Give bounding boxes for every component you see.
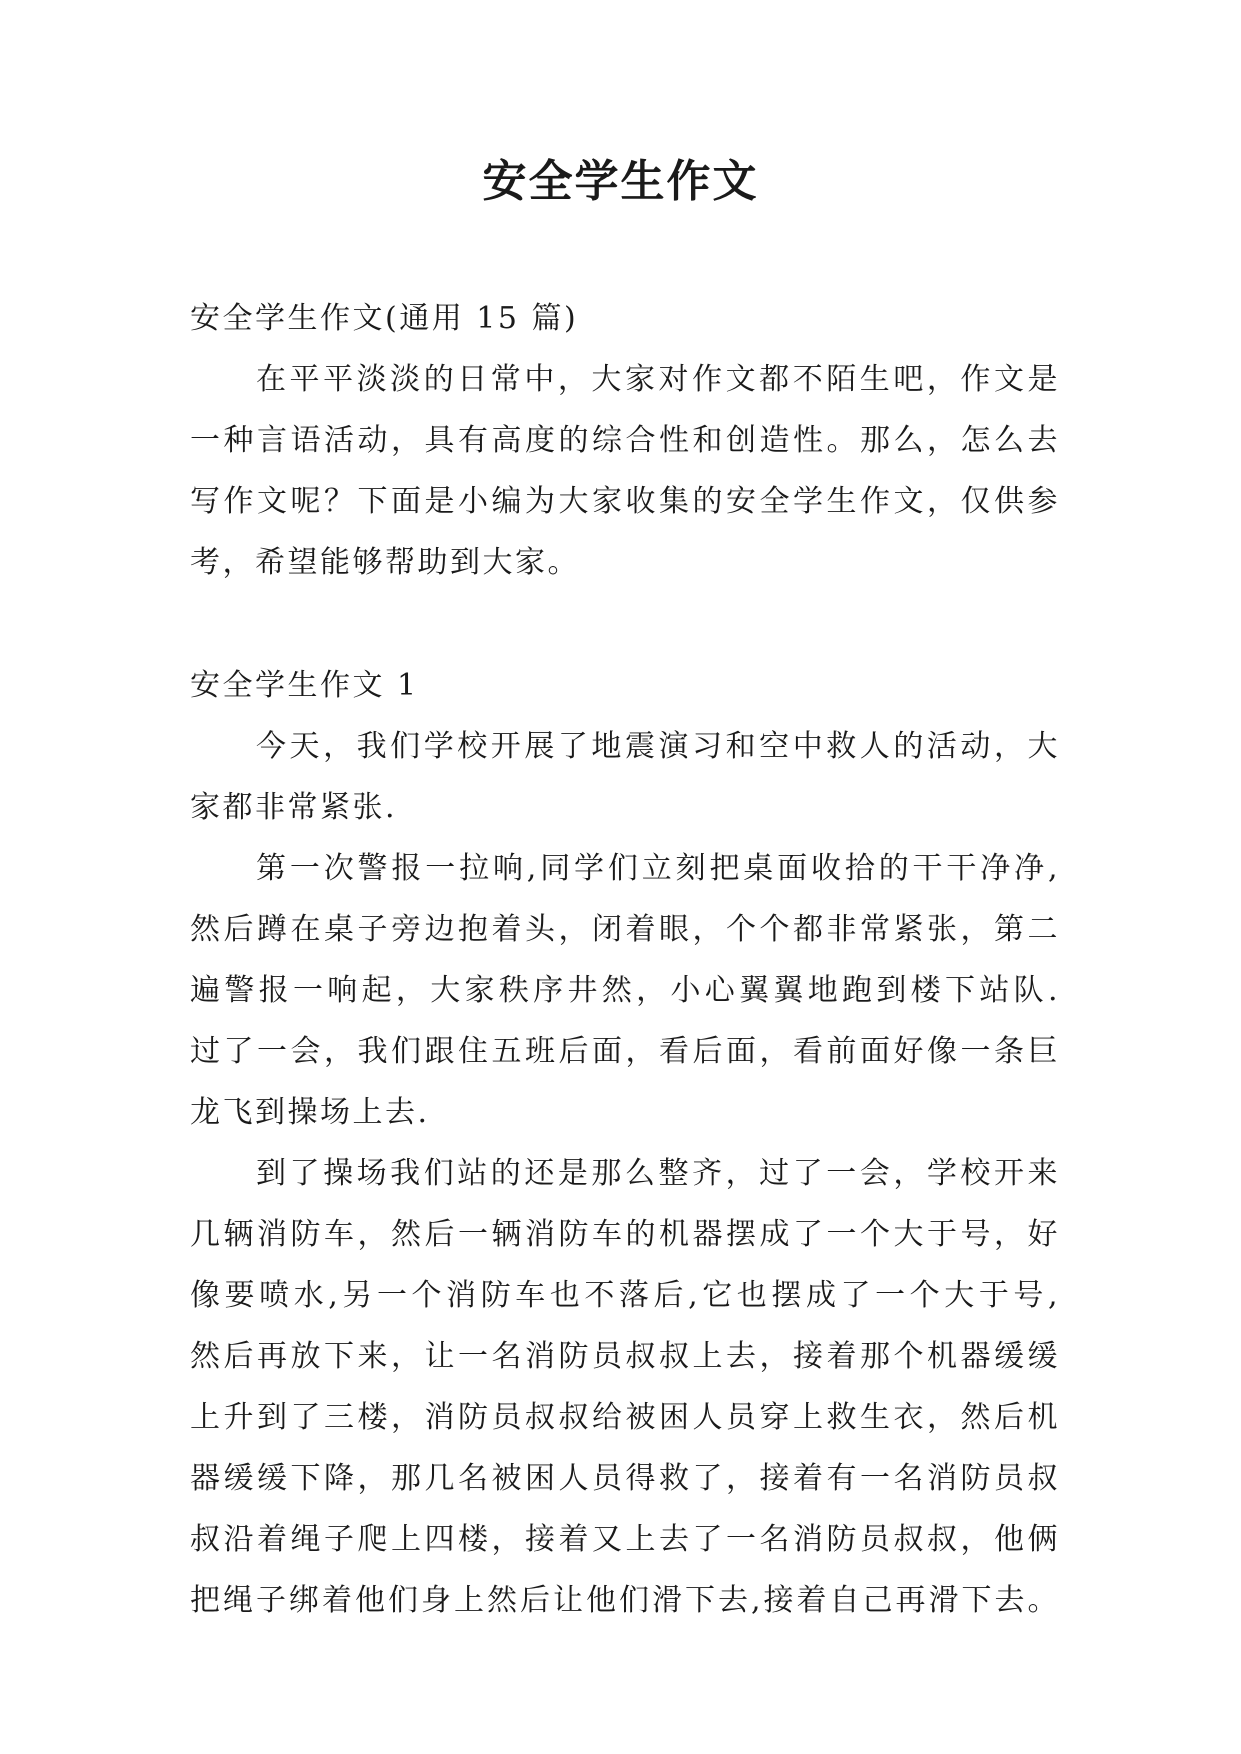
paragraph-line: 过了一会，我们跟住五班后面，看后面，看前面好像一条巨	[190, 1034, 1060, 1069]
essay-paragraph-1	[190, 716, 1060, 838]
paragraph-line: 第一次警报一拉响,同学们立刻把桌面收拾的干干净净,	[256, 851, 1060, 886]
essay-paragraph-2	[190, 838, 1060, 1143]
subtitle: 安全学生作文(通用 15 篇)	[190, 301, 579, 336]
paragraph-line: 把绳子绑着他们身上然后让他们滑下去,接着自己再滑下去。	[190, 1583, 1060, 1618]
paragraph-line: 家都非常紧张.	[190, 790, 398, 825]
essay-heading: 安全学生作文 1	[190, 668, 419, 703]
paragraph-line: 几辆消防车，然后一辆消防车的机器摆成了一个大于号，好	[190, 1217, 1060, 1252]
paragraph-line: 上升到了三楼，消防员叔叔给被困人员穿上救生衣，然后机	[190, 1400, 1060, 1435]
paragraph-line: 然后蹲在桌子旁边抱着头，闭着眼，个个都非常紧张，第二	[190, 912, 1060, 947]
intro-line: 在平平淡淡的日常中，大家对作文都不陌生吧，作文是	[256, 362, 1060, 397]
paragraph-line: 器缓缓下降，那几名被困人员得救了，接着有一名消防员叔	[190, 1461, 1060, 1496]
section-spacer	[190, 593, 1060, 655]
paragraph-line: 然后再放下来，让一名消防员叔叔上去，接着那个机器缓缓	[190, 1339, 1060, 1374]
intro-line: 考，希望能够帮助到大家。	[190, 545, 580, 580]
essay-paragraph-3	[190, 1143, 1060, 1631]
paragraph-line: 龙飞到操场上去.	[190, 1095, 430, 1130]
document-title: 安全学生作文	[482, 156, 759, 207]
paragraph-line: 像要喷水,另一个消防车也不落后,它也摆成了一个大于号,	[190, 1278, 1060, 1313]
document-body	[190, 288, 1060, 1631]
intro-line: 一种言语活动，具有高度的综合性和创造性。那么，怎么去	[190, 423, 1060, 458]
paragraph-line: 到了操场我们站的还是那么整齐，过了一会，学校开来	[256, 1156, 1060, 1191]
paragraph-line: 今天，我们学校开展了地震演习和空中救人的活动，大	[256, 729, 1060, 764]
intro-paragraph	[190, 349, 1060, 593]
intro-line: 写作文呢？下面是小编为大家收集的安全学生作文，仅供参	[190, 484, 1060, 519]
paragraph-line: 遍警报一响起，大家秩序井然，小心翼翼地跑到楼下站队.	[190, 973, 1060, 1008]
paragraph-line: 叔沿着绳子爬上四楼，接着又上去了一名消防员叔叔，他俩	[190, 1522, 1060, 1557]
